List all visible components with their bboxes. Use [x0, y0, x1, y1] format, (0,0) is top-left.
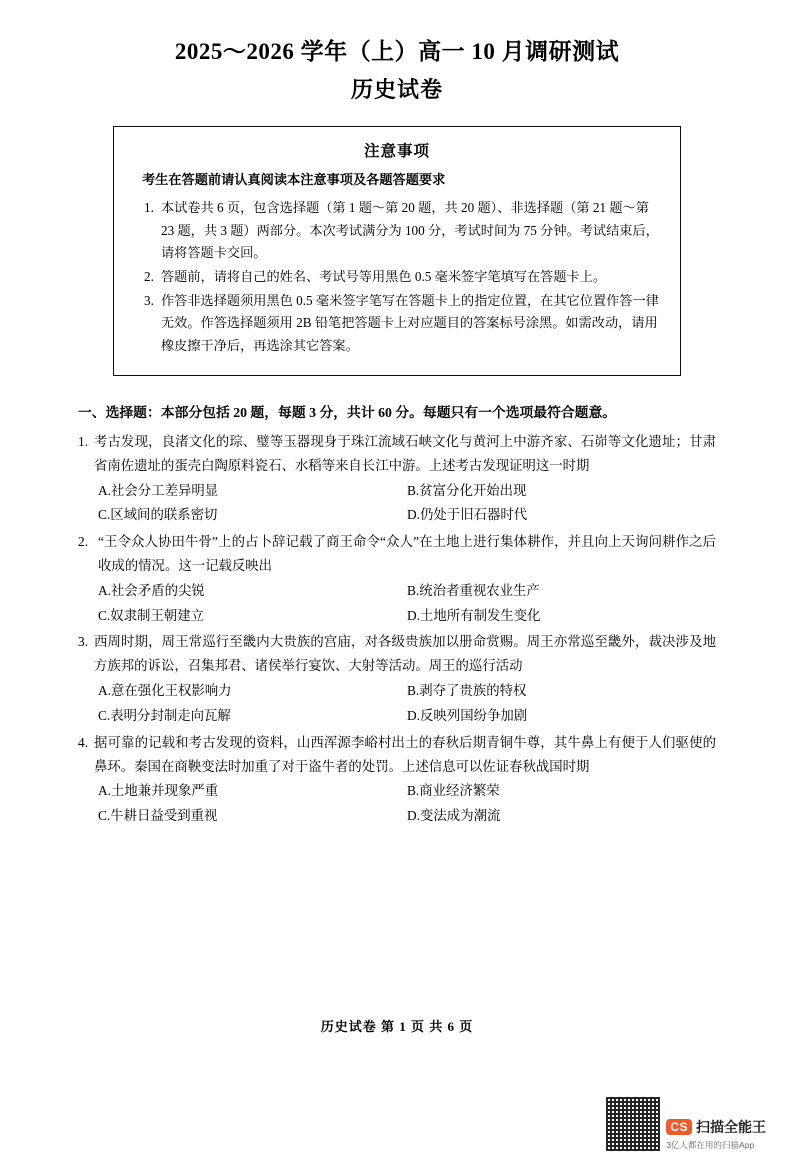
notice-item	[144, 290, 664, 358]
camscanner-logo-icon: CS	[666, 1119, 692, 1135]
option-b[interactable]: B.商业经济繁荣	[407, 783, 500, 799]
question-2	[78, 530, 716, 628]
qr-code-icon	[606, 1097, 660, 1151]
option-a[interactable]: A.社会分工差异明显	[98, 482, 219, 498]
option-b[interactable]: B.贫富分化开始出现	[407, 482, 527, 498]
option-d[interactable]: D.土地所有制发生变化	[407, 607, 541, 623]
question-stem	[78, 630, 716, 678]
question-text: 西周时期，周王常巡行至畿内大贵族的宫庙，对各级贵族加以册命赏赐。周王亦常巡至畿外，裁决涉及地方族邦的诉讼，召集邦君、诸侯举行宴饮、大射等活动。周王的巡行活动	[94, 634, 716, 674]
option-d[interactable]: D.反映列国纷争加剧	[407, 707, 528, 723]
question-options	[78, 679, 716, 729]
option-d[interactable]: D.仍处于旧石器时代	[407, 507, 528, 523]
notice-item-text: 本试卷共 6 页，包含选择题（第 1 题～第 20 题，共 20 题）、非选择题（第 21 题～第 23 题，共 3 题）两部分。本次考试满分为 100 分，考试时间为 75 分钟。考试结束后，请将答题卡交回。	[161, 199, 659, 261]
question-text: 据可靠的记载和考古发现的资料，山西浑源李峪村出土的春秋后期青铜牛尊，其牛鼻上有便于人们驱使的鼻环。秦国在商鞅变法时加重了对于盗牛者的处罚。上述信息可以佐证春秋战国时期	[94, 734, 716, 774]
notice-lead: 考生在答题前请认真阅读本注意事项及各题答题要求	[142, 172, 446, 188]
watermark-tagline: 3亿人都在用的扫描App	[666, 1140, 755, 1150]
notice-item-number: 3.	[144, 292, 154, 308]
question-stem	[78, 731, 716, 779]
option-d[interactable]: D.变法成为潮流	[407, 808, 501, 824]
page-footer: 历史试卷 第 1 页 共 6 页	[320, 1019, 474, 1034]
question-number: 4.	[78, 734, 89, 750]
option-a[interactable]: A.土地兼并现象严重	[98, 783, 219, 799]
section-heading: 一、选择题：本部分包括 20 题，每题 3 分，共计 60 分。每题只有一个选项最符合题意。	[78, 404, 617, 420]
option-a[interactable]: A.意在强化王权影响力	[98, 683, 232, 699]
notice-item	[144, 197, 664, 265]
notice-box	[113, 126, 681, 376]
watermark-app-name: 扫描全能王	[696, 1119, 766, 1135]
watermark-brand	[666, 1117, 766, 1137]
option-c[interactable]: C.牛耕日益受到重视	[98, 808, 218, 824]
option-a[interactable]: A.社会矛盾的尖锐	[98, 582, 205, 598]
question-options	[78, 579, 716, 629]
option-c[interactable]: C.奴隶制王朝建立	[98, 607, 205, 623]
watermark-text-block	[666, 1117, 766, 1151]
option-b[interactable]: B.统治者重视农业生产	[407, 582, 540, 598]
question-options	[78, 479, 716, 529]
question-1	[78, 430, 716, 528]
question-number: 1.	[78, 433, 89, 449]
page-title: 2025～2026 学年（上）高一 10 月调研测试	[174, 39, 620, 64]
question-stem	[78, 530, 716, 578]
question-options	[78, 779, 716, 829]
question-4	[78, 731, 716, 829]
subject-title: 历史试卷	[350, 77, 443, 103]
scanner-watermark	[606, 1097, 766, 1151]
option-c[interactable]: C.表明分封制走向瓦解	[98, 707, 231, 723]
question-number: 3.	[78, 634, 89, 650]
question-text: “王令众人协田牛骨”上的占卜辞记载了商王命令“众人”在土地上进行集体耕作，并且向上天询问耕作之后收成的情况。这一记载反映出	[98, 534, 716, 573]
notice-item-text: 答题前，请将自己的姓名、考试号等用黑色 0.5 毫米签字笔填写在答题卡上。	[161, 268, 607, 284]
question-3	[78, 630, 716, 728]
option-b[interactable]: B.剥夺了贵族的特权	[407, 683, 527, 699]
notice-item-number: 1.	[144, 199, 154, 215]
notice-item-text: 作答非选择题须用黑色 0.5 毫米签字笔写在答题卡上的指定位置，在其它位置作答一律无效。作答选择题须用 2B 铅笔把答题卡上对应题目的答案标号涂黑。如需改动，请用橡皮擦干净后，再选涂其它答案。	[161, 292, 659, 354]
question-number: 2.	[78, 534, 89, 550]
document-page	[0, 36, 794, 1159]
question-stem	[78, 430, 716, 478]
question-text: 考古发现，良渚文化的琮、璧等玉器现身于珠江流域石峡文化与黄河上中游齐家、石峁等文化遗址；甘肃省南佐遗址的蛋壳白陶原料瓷石、水稻等来自长江中游。上述考古发现证明这一时期	[94, 433, 716, 473]
option-c[interactable]: C.区域间的联系密切	[98, 507, 218, 523]
notice-title: 注意事项	[363, 143, 430, 161]
notice-item	[144, 266, 664, 289]
notice-item-number: 2.	[144, 268, 154, 284]
